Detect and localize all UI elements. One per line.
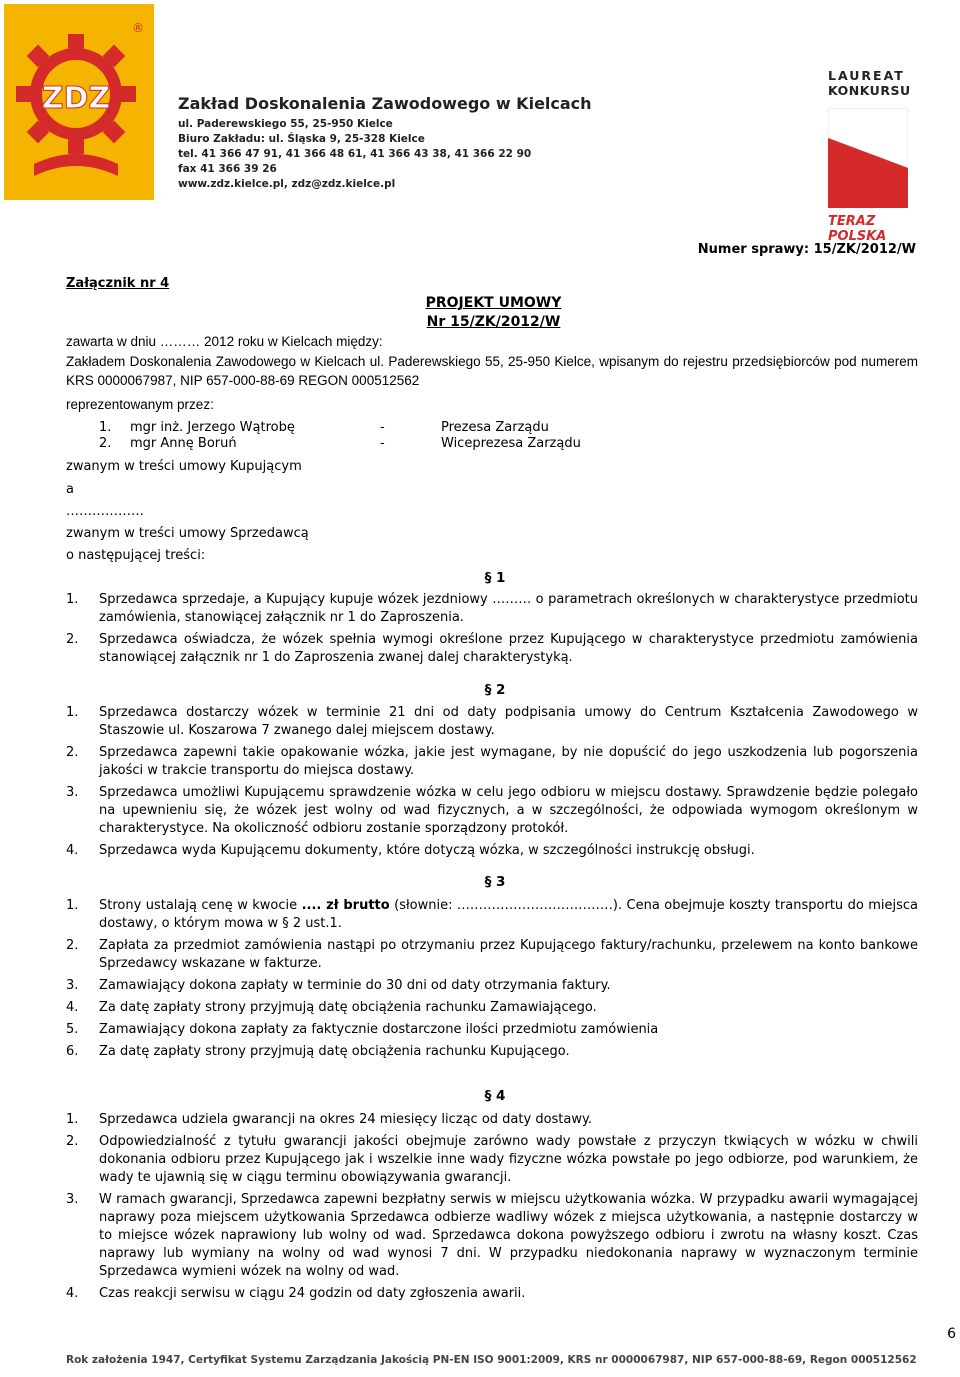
award-badge bbox=[828, 68, 918, 244]
footer-text: Rok założenia 1947, Certyfikat Systemu Zarządzania Jakością PN-EN ISO 9001:2009, KRS nr 0000067987, NIP 657-000-88-69, Regon 000512562 bbox=[66, 1354, 917, 1366]
item-text: W ramach gwarancji, Sprzedawca zapewni bezpłatny serwis w miejscu użytkowania wózka. W przypadku awarii wymagającej naprawy poza miejscem użytkowania Sprzedawca odbierze wadliwy wózek z miejsca użytkowania, a następnie dostarczy w to miejsce wózek naprawiony lub wolny od wad. Sprzedawca dokona powyższego odbioru i zwrotu na własny koszt. Czas naprawy lub wymiany na wolny od wad wynosi 7 dni. W przypadku niedokonania naprawy w wyznaczonym terminie Sprzedawca wymieni wózek na wolny od wad. bbox=[99, 1192, 918, 1279]
award-brand: TERAZ POLSKA bbox=[828, 214, 887, 244]
list-item bbox=[66, 1285, 918, 1303]
price-amount: .... zł brutto bbox=[301, 898, 390, 913]
list-item bbox=[66, 631, 918, 667]
item-number: 1. bbox=[66, 898, 79, 913]
title-line1: PROJEKT UMOWY bbox=[425, 295, 562, 311]
section-3-list bbox=[66, 897, 918, 1061]
title-line2: Nr 15/ZK/2012/W bbox=[426, 314, 561, 330]
rep-role: Wiceprezesa Zarządu bbox=[441, 436, 581, 451]
company-address-line: ul. Paderewskiego 55, 25-950 Kielce bbox=[178, 118, 393, 130]
item-number: 1. bbox=[66, 705, 79, 720]
item-text: Sprzedawca dostarczy wózek w terminie 21 dni od daty podpisania umowy do Centrum Kształcenia Zawodowego w Staszowie ul. Koszarowa 7 zwanego dalej miejscem dostawy. bbox=[99, 705, 918, 738]
item-text: Sprzedawca oświadcza, że wózek spełnia wymogi określone przez Kupującego w charakterystyce przedmiotu zamówienia stanowiącej załącznik nr 1 do Zaproszenia zwanej dalej charakterystyką. bbox=[99, 632, 918, 665]
item-text: Za datę zapłaty strony przyjmują datę obciążenia rachunku Zamawiającego. bbox=[99, 1000, 597, 1015]
represented-label: reprezentowanym przez: bbox=[66, 397, 214, 412]
item-text: Odpowiedzialność z tytułu gwarancji jakości obejmuje zarówno wady powstałe z przyczyn tkwiących w wózku w chwili dokonania odbioru przez Kupującego jak i wszelkie inne wady fizyczne wózka powstałe po jego odbiorze, pod warunkiem, że wady te ujawnią się w ciągu terminu obowiązywania gwarancji. bbox=[99, 1134, 918, 1185]
section-title: § 4 bbox=[484, 1088, 506, 1104]
list-item bbox=[66, 1191, 918, 1281]
company-address-line: tel. 41 366 47 91, 41 366 48 61, 41 366 43 38, 41 366 22 90 bbox=[178, 148, 532, 160]
item-number: 4. bbox=[66, 1000, 79, 1015]
page-number: 6 bbox=[947, 1326, 956, 1342]
list-item bbox=[66, 1043, 918, 1061]
list-item bbox=[66, 704, 918, 740]
section-2-list bbox=[66, 704, 918, 860]
zdz-logo bbox=[4, 4, 154, 200]
item-number: 6. bbox=[66, 1044, 79, 1059]
item-text-pre: Strony ustalają cenę w kwocie bbox=[99, 898, 302, 913]
item-text: Za datę zapłaty strony przyjmują datę obciążenia rachunku Kupującego. bbox=[99, 1044, 570, 1059]
item-text-post: (słownie: ………………………………). Cena obejmuje koszty transportu do miejsca dostawy, o którym mowa w § 2 ust.1. bbox=[99, 898, 919, 931]
case-number: Numer sprawy: 15/ZK/2012/W bbox=[697, 242, 916, 257]
item-number: 2. bbox=[66, 745, 79, 760]
section-4-list bbox=[66, 1111, 918, 1303]
item-number: 2. bbox=[66, 1134, 79, 1149]
item-text: Sprzedawca zapewni takie opakowanie wózka, jakie jest wymagane, by nie dopuścić do jego uszkodzenia lub pogorszenia jakości w trakcie transportu do miejsca dostawy. bbox=[99, 745, 918, 778]
list-item bbox=[66, 1133, 918, 1187]
list-item bbox=[66, 591, 918, 627]
svg-text:®: ® bbox=[132, 21, 144, 35]
following-text: o następującej treści: bbox=[66, 548, 206, 563]
item-number: 4. bbox=[66, 1286, 79, 1301]
rep-dash: - bbox=[380, 436, 385, 451]
item-text: Sprzedawca sprzedaje, a Kupujący kupuje wózek jezdniowy ……… o parametrach określonych w charakterystyce przedmiotu zamówienia, stanowiącej załącznik nr 1 do Zaproszenia. bbox=[99, 592, 918, 625]
company-address-line: fax 41 366 39 26 bbox=[178, 163, 277, 175]
item-text: Zamawiający dokona zapłaty w terminie do 30 dni od daty otrzymania faktury. bbox=[99, 978, 611, 993]
award-line2: KONKURSU bbox=[828, 83, 911, 98]
item-number: 2. bbox=[66, 632, 79, 647]
item-text: Czas reakcji serwisu w ciągu 24 godzin od daty zgłoszenia awarii. bbox=[99, 1286, 526, 1301]
list-item bbox=[66, 842, 918, 860]
item-number: 3. bbox=[66, 785, 79, 800]
rep-name: mgr Annę Boruń bbox=[130, 436, 237, 451]
list-item bbox=[66, 977, 918, 995]
item-number: 1. bbox=[66, 1112, 79, 1127]
rep-role: Prezesa Zarządu bbox=[441, 420, 549, 435]
logo-text: ZDZ bbox=[41, 81, 111, 116]
section-1-list bbox=[66, 591, 918, 667]
item-text: Sprzedawca udziela gwarancji na okres 24 miesięcy licząc od daty dostawy. bbox=[99, 1112, 592, 1127]
concluded-text: zawarta w dniu ……… 2012 roku w Kielcach między: bbox=[66, 334, 383, 349]
section-title: § 1 bbox=[484, 570, 506, 586]
section-title: § 3 bbox=[484, 874, 506, 890]
item-text: Zapłata za przedmiot zamówienia nastąpi po otrzymaniu przez Kupującego faktury/rachunku, przelewem na konto bankowe Sprzedawcy wskazane w fakturze. bbox=[99, 938, 918, 971]
rep-number: 1. bbox=[99, 420, 112, 435]
section-title: § 2 bbox=[484, 682, 506, 698]
buyer-label: zwanym w treści umowy Kupującym bbox=[66, 459, 302, 474]
list-item bbox=[66, 744, 918, 780]
rep-dash: - bbox=[380, 420, 385, 435]
rep-name: mgr inż. Jerzego Wątrobę bbox=[130, 420, 295, 435]
rep-number: 2. bbox=[99, 436, 112, 451]
item-number: 2. bbox=[66, 938, 79, 953]
item-number: 1. bbox=[66, 592, 79, 607]
item-number: 3. bbox=[66, 978, 79, 993]
company-info bbox=[178, 94, 592, 192]
company-address-line: Biuro Zakładu: ul. Śląska 9, 25-328 Kielce bbox=[178, 133, 425, 145]
item-text: Sprzedawca wyda Kupującemu dokumenty, które dotyczą wózka, w szczególności instrukcję obsługi. bbox=[99, 843, 755, 858]
item-number: 4. bbox=[66, 843, 79, 858]
list-item bbox=[66, 897, 918, 933]
company-name: Zakład Doskonalenia Zawodowego w Kielcach bbox=[178, 94, 592, 113]
company-address-line: www.zdz.kielce.pl, zdz@zdz.kielce.pl bbox=[178, 178, 396, 190]
seller-label: zwanym w treści umowy Sprzedawcą bbox=[66, 526, 309, 541]
party1-text: Zakładem Doskonalenia Zawodowego w Kielcach ul. Paderewskiego 55, 25-950 Kielce, wpisanym do rejestru przedsiębiorców pod numerem KRS 0000067987, NIP 657-000-88-69 REGON 000512562 bbox=[66, 354, 918, 388]
flag-icon bbox=[828, 108, 908, 208]
and-word: a bbox=[66, 482, 74, 497]
seller-blank: ……………… bbox=[66, 504, 144, 519]
list-item bbox=[66, 937, 918, 973]
list-item bbox=[66, 1111, 918, 1129]
award-line1: LAUREAT bbox=[828, 68, 905, 83]
item-number: 5. bbox=[66, 1022, 79, 1037]
list-item bbox=[66, 784, 918, 838]
document-title bbox=[0, 294, 960, 332]
list-item bbox=[66, 1021, 918, 1039]
item-text: Zamawiający dokona zapłaty za faktycznie dostarczone ilości przedmiotu zamówienia bbox=[99, 1022, 659, 1037]
item-number: 3. bbox=[66, 1192, 79, 1207]
item-text: Sprzedawca umożliwi Kupującemu sprawdzenie wózka w celu jego odbioru w miejscu dostawy. Sprawdzenie będzie polegało na upewnieniu się, że wózek jest wolny od wad fizycznych, a w szczególności, że odpowiada wymogom określonym w charakterystyce. Na okoliczność odbioru zostanie sporządzony protokół. bbox=[99, 785, 918, 836]
list-item bbox=[66, 999, 918, 1017]
attachment-label: Załącznik nr 4 bbox=[66, 276, 170, 291]
